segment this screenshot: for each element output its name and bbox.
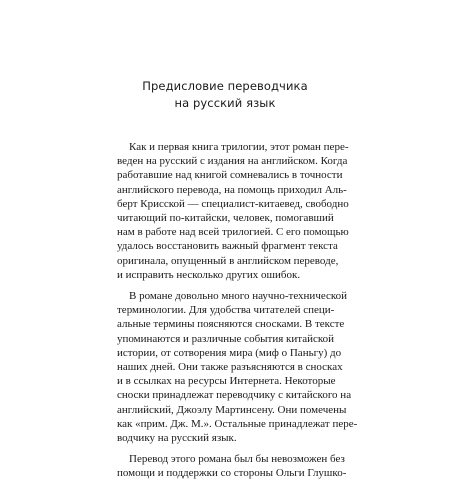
body-text (117, 140, 358, 481)
text-line: истории, от сотворения мира (миф о Паньгу) до (117, 346, 342, 359)
section-heading (130, 78, 320, 112)
paragraph-gap (117, 282, 333, 289)
paragraph-3 (117, 452, 347, 480)
text-line: помощи и поддержки со стороны Ольги Глушко- (117, 467, 347, 480)
text-line: наших дней. Они также разъясняются в сносках (117, 361, 343, 374)
text-line: берт Крисской — специалист-китаевед, свободно (117, 197, 349, 210)
paragraph-gap (117, 445, 333, 452)
text-line: читающий по-китайски, человек, помогавший (117, 212, 334, 225)
text-line: и исправить несколько других ошибок. (117, 268, 301, 281)
text-line: английский, Джоэлу Мартинсену. Они помечены (117, 403, 347, 416)
heading-line-1: Предисловие переводчика (142, 79, 308, 93)
text-line: Как и первая книга трилогии, этот роман пере- (129, 141, 349, 153)
heading-line-2: на русский язык (174, 96, 276, 110)
paragraph-1 (117, 140, 349, 282)
text-line: сноски принадлежат переводчику с китайского на (117, 389, 352, 402)
text-line: английского перевода, на помощь приходил Аль- (117, 183, 347, 196)
text-line: В романе довольно много научно-технической (129, 290, 348, 303)
text-line: водчику на русский язык. (117, 432, 237, 445)
text-line: веден на русский с издания на английском. Когда (117, 155, 348, 168)
paragraph-2 (117, 289, 358, 445)
text-line: упоминаются и различные события китайской (117, 332, 335, 345)
text-line: и в ссылках на ресурсы Интернета. Некоторые (117, 375, 336, 388)
text-line: работавшие над книгой сомневались в точности (117, 169, 343, 182)
text-line: нам в работе над всей трилогией. С его помощью (117, 226, 349, 239)
text-line: альные термины поясняются сносками. В тексте (117, 318, 345, 331)
text-line: Перевод этого романа был бы невозможен без (129, 453, 345, 466)
text-line: терминологии. Для удобства читателей специ- (117, 304, 335, 317)
text-line: удалось восстановить важный фрагмент текста (117, 240, 338, 253)
text-line: как «прим. Дж. М.». Остальные принадлежат пере- (117, 417, 358, 430)
text-line: оригинала, опущенный в английском переводе, (117, 254, 339, 267)
